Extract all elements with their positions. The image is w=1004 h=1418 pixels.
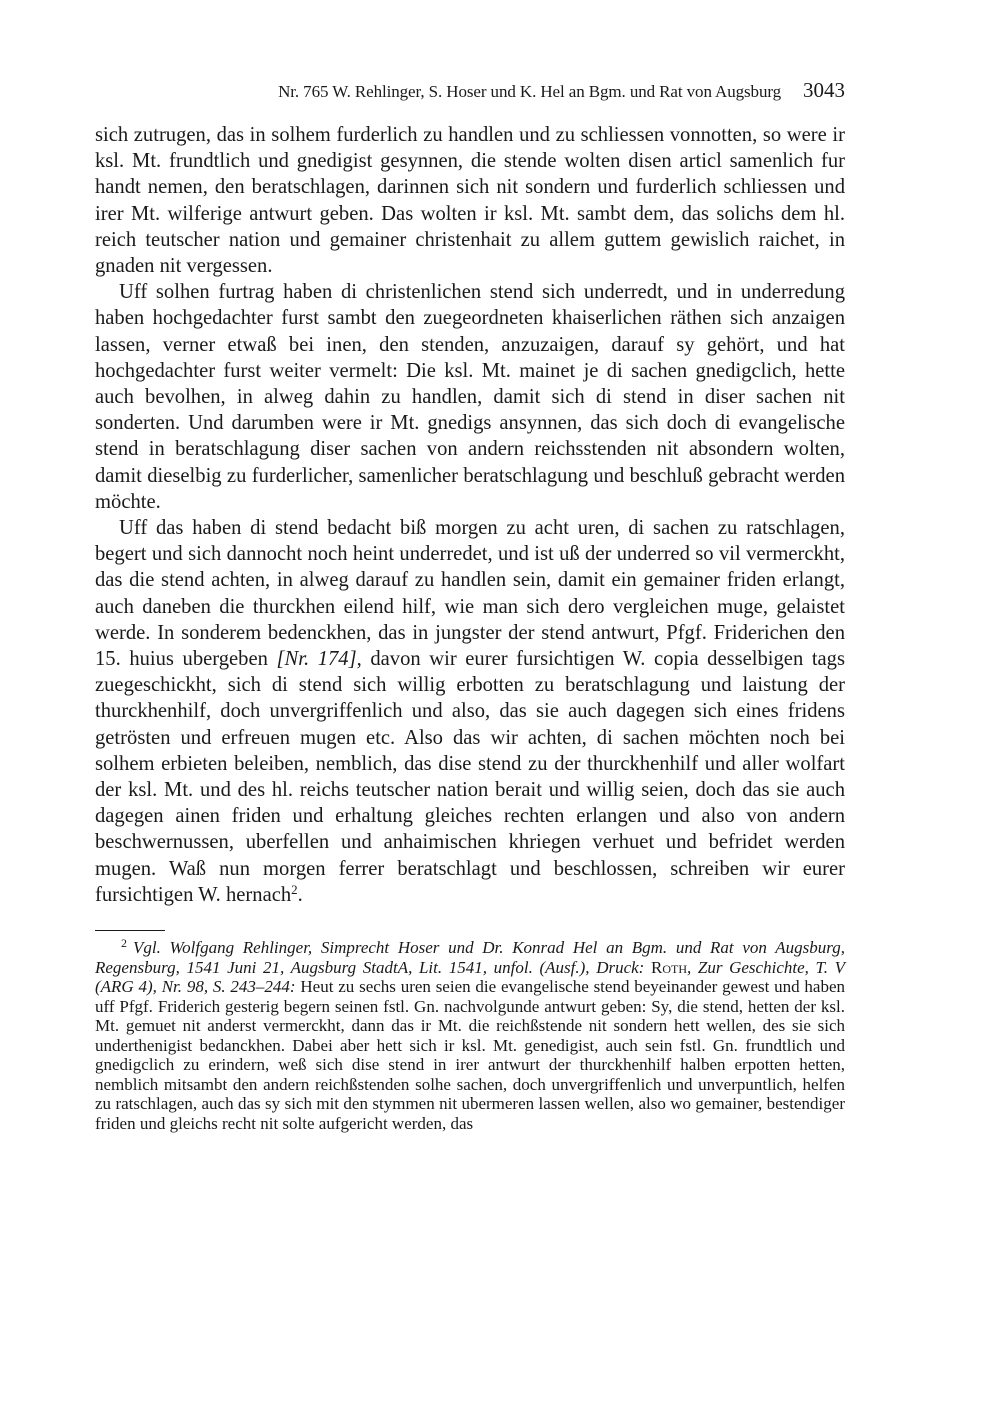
footnote-author: Roth: [650, 957, 687, 977]
footnote-number: 2: [121, 936, 127, 951]
footnote-citation-a: Vgl. Wolfgang Rehlinger, Simprecht Hoser und Dr. Konrad Hel an Bgm. und Rat von Augsburg, Regensburg, 1541 Juni 21, Augsburg StadtA, Lit. 1541, unfol. (Ausf.), Druck:: [95, 938, 845, 977]
document-page: [95, 78, 845, 1133]
footnote-text: Heut zu sechs uren seien die evangelische stend beyeinander gewest und haben uff Pfgf. Friderich gesterig begern seinen fstl. Gn. nachvolgunde antwurt geben: Sy, die stend, hetten der ksl. Mt. gemuet nit anderst vermerckht, dann das ir Mt. die reichßstende nit sondern hett wellen, des sie sich underthenigist bedanckhen. Dabei aber hett sich ir ksl. Mt. genedigist, auch sein fstl. Gn. frundtlich und gnedigclich zu erindern, weß sich dise stend in irer antwurt der thurckhenhilf halben erpotten hetten, nemblich mitsambt den andern reichßstenden solhe sachen, doch unvergriffenlich und unverpuntlich, helfen zu ratschlagen, auch das sy sich mit den stymmen nit ubermeren lassen wellen, also wo gemainer, bestendiger friden und gleichs recht nit solte aufgericht werden, das: [95, 977, 845, 1133]
paragraph-3-text-b: , davon wir eurer fursichtigen W. copia desselbigen tags zuegeschickht, sich di stend sich willig erbotten zu beratschlagung und laistung der thurckhenhilf, doch unvergriffenlich und also, das sie auch dagegen sich eines fridens getrösten und erfreuen mugen etc. Also das wir achten, di sachen möchten noch bei solhem erbieten beleiben, nemblich, das dise stend zu der thurckhenhilf und aller wolfart der ksl. Mt. und des hl. reichs teutscher nation berait und willig seien, doch das sie auch dagegen ainen friden und erhaltung gleiches rechten erlangen und also von andern beschwernussen, uberfellen und anhaimischen khriegen verhuet und befridet werden mugen. Waß nun morgen ferrer beratschlagt und beschlossen, schreiben wir eurer fursichtigen W. hernach: [95, 648, 845, 906]
paragraph-3-text-a: Uff das haben di stend bedacht biß morgen zu acht uren, di sachen zu ratschlagen, begert und sich dannocht noch heint underredet, und ist uß der underred so vil vermerckht, das die stend achten, in alweg darauf zu handlen sein, damit ein gemainer friden erlangt, auch daneben die thurckhen eilend hilf, wie man sich dero vergleichen muge, gelaistet werde. In sonderem bedenckhen, das in jungster der stend antwurt, Pfgf. Friderichen den 15. huius ubergeben: [95, 517, 845, 671]
footnote-divider: [95, 930, 165, 931]
document-reference: [Nr. 174]: [276, 648, 357, 671]
running-title: Nr. 765 W. Rehlinger, S. Hoser und K. Hel an Bgm. und Rat von Augsburg: [278, 82, 781, 101]
footnote-2: [95, 938, 845, 1133]
footnote-marker[interactable]: 2: [291, 881, 298, 897]
paragraph-1: sich zutrugen, das in solhem furderlich zu handlen und zu schliessen vonnotten, so were ir ksl. Mt. frundtlich und gnedigist gesynnen, die stende wolten disen articl samenlich fur handt nemen, den beratschlagen, darinnen sich nit sondern und furderlich schliessen und irer Mt. wilferige antwurt geben. Das wolten ir ksl. Mt. sambt dem, das solichs dem hl. reich teutscher nation und gemainer christenhait zu allem guttem gewislich raichet, in gnaden nit vergessen.: [95, 124, 845, 278]
paragraph-2: Uff solhen furtrag haben di christenlichen stend sich underredt, und in underredung haben hochgedachter furst sambt den zuegeordneten khaiserlichen räthen sich anzaigen lassen, verner etwaß bei inen, den stenden, anzuzaigen, darauf sy gehört, und hat hochgedachter furst weiter vermelt: Die ksl. Mt. mainet je di sachen gnedigclich, hette auch bevolhen, in alweg dahin zu handlen, damit sich di stend in diser sachen nit sonderten. Und darumben were ir Mt. gnedigs ansynnen, das sich doch di evangelische stend in beratschlagung diser sachen von andern reichsstenden nit absondern wolten, damit dieselbig zu furderlicher, samenlicher beratschlagung und beschluß gebracht werden möchte.: [95, 281, 845, 513]
page-number: 3043: [803, 78, 845, 102]
footnote-citation-b: , Zur Geschichte, T. V (ARG 4), Nr. 98, S. 243–244:: [95, 957, 845, 997]
running-header: [95, 78, 845, 108]
main-text: [95, 122, 845, 908]
paragraph-3: [95, 515, 845, 908]
paragraph-3-end: .: [297, 883, 303, 906]
